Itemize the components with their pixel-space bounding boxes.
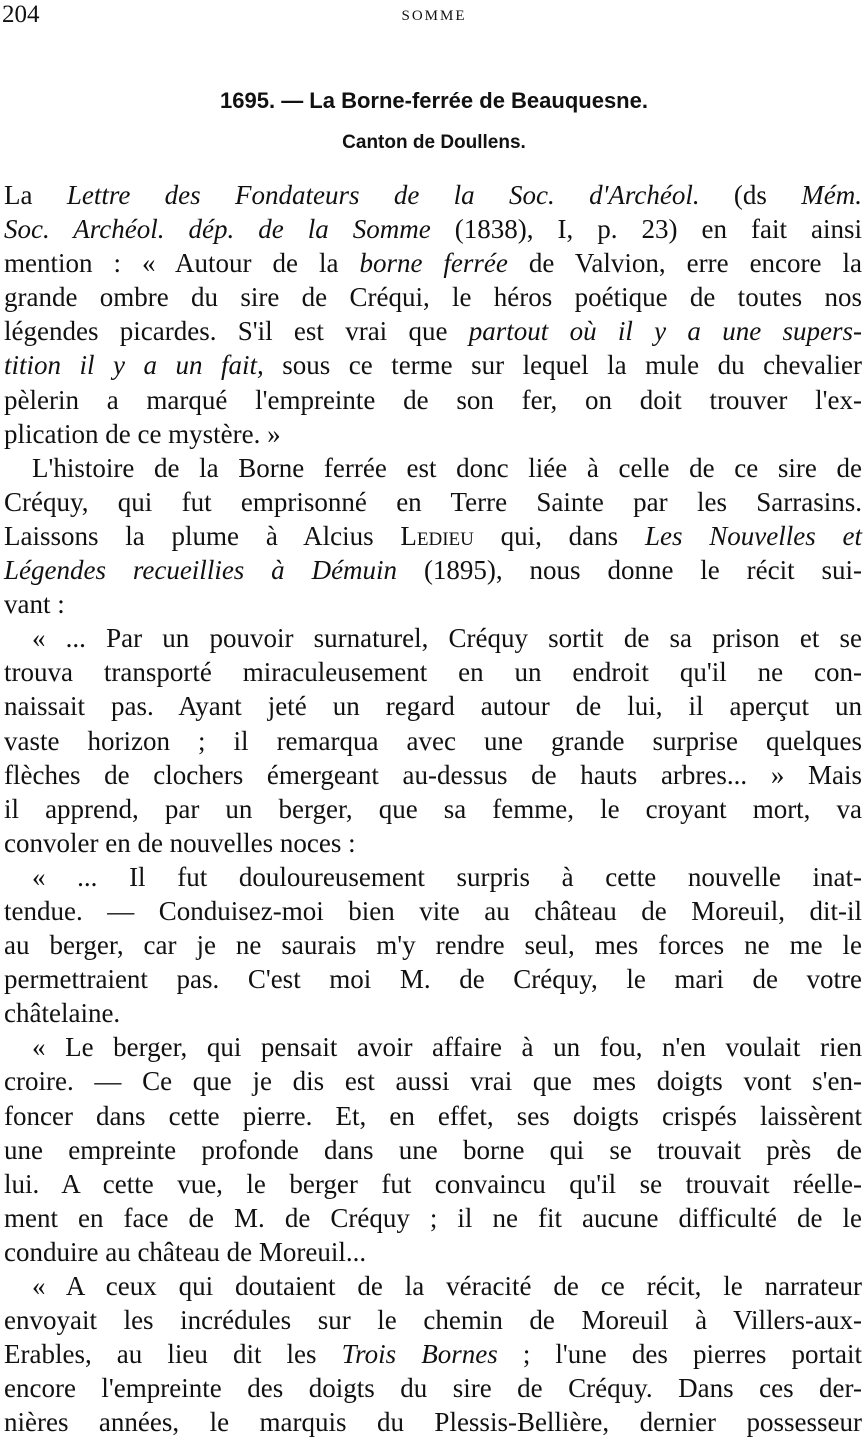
text-line [4,928,862,962]
text-run: « ... Par un pouvoir surnaturel, Créquy sortit de sa prison et se [32,623,862,654]
text-run: « A ceux qui doutaient de la véracité de ce récit, le narrateur [32,1271,862,1301]
text-line [4,280,862,314]
text-line [4,1371,862,1405]
text-run: croire. — Ce que je dis est aussi vrai que mes doigts vont s'en- [4,1066,862,1097]
italic-text: Trois Bornes [341,1339,498,1370]
text-line [4,587,862,621]
text-line [4,1235,862,1269]
text-run: Erables, au lieu dit les [4,1339,342,1370]
section-title: 1695. — La Borne-ferrée de Beauquesne. [220,88,648,113]
text-line [4,417,862,451]
text-run: sous ce terme sur lequel la mule du chevalier [263,350,862,381]
italic-text: partout où il y a une supers- [468,316,863,347]
body-text [4,178,862,1439]
text-run: convoler en de nouvelles noces : [4,827,356,858]
text-run: « Le berger, qui pensait avoir affaire à un fou, n'en voulait rien [32,1032,862,1063]
text-run: nières années, le marquis du Plessis-Bellière, dernier possesseur [4,1407,862,1438]
text-line [4,1099,862,1133]
text-run: La [4,180,67,210]
text-line [4,1405,862,1439]
text-run: ment en face de M. de Créquy ; il ne fit aucune difficulté de le [4,1202,862,1233]
text-run: une empreinte profonde dans une borne qui se trouvait près de [4,1134,862,1165]
text-run: encore l'empreinte des doigts du sire de Créquy. Dans ces der- [4,1373,862,1404]
text-run: foncer dans cette pierre. Et, en effet, ses doigts crispés laissèrent [4,1100,862,1131]
text-run: qui, dans [473,520,645,551]
text-line [4,621,862,655]
text-run: au berger, car je ne saurais m'y rendre seul, mes forces ne me le [4,930,862,961]
text-run: mention : « Autour de la [4,248,360,279]
section-subtitle: Canton de Doullens. [342,132,526,153]
text-line [4,1337,862,1371]
text-run: vant : [4,589,65,620]
italic-text: Légendes recueillies à Démuin [4,555,398,586]
text-line [4,1201,862,1235]
text-run: plication de ce mystère. » [4,418,281,449]
text-run: lui. A cette vue, le berger fut convaincu qu'il se trouvait réelle- [4,1168,862,1199]
italic-text: borne ferrée [359,248,508,279]
text-line [4,1133,862,1167]
text-run: envoyait les incrédules sur le chemin de Moreuil à Villers-aux- [4,1305,862,1336]
text-line [4,1064,862,1098]
text-line [4,962,862,996]
text-run: (1838), I, p. 23) en fait ainsi [430,214,862,245]
text-line [4,314,862,348]
text-run: il apprend, par un berger, que sa femme, le croyant mort, va [4,793,862,824]
text-line [4,1030,862,1064]
text-run: grande ombre du sire de Créqui, le héros poétique de toutes nos [4,282,862,313]
text-run: flèches de clochers émergeant au-dessus de hauts arbres... » Mais [4,759,862,790]
text-run: vaste horizon ; il remarqua avec une grande surprise quelques [4,725,862,756]
text-line [4,178,862,212]
text-run: ; l'une des pierres portait [497,1339,862,1370]
italic-text: Lettre des Fondateurs de la Soc. d'Archéol. [66,180,700,210]
text-line [4,212,862,246]
text-run: (ds [699,180,802,210]
text-run: « ... Il fut douloureusement surpris à cette nouvelle inat- [32,861,862,892]
text-run: L'histoire de la Borne ferrée est donc liée à celle de ce sire de [32,452,862,483]
text-run: Créquy, qui fut emprisonné en Terre Sainte par les Sarrasins. [4,486,862,517]
italic-text: tition il y a un fait, [4,350,264,381]
text-run: trouva transporté miraculeusement en un endroit qu'il ne con- [4,657,862,688]
text-line [4,792,862,826]
text-line [4,894,862,928]
text-line [4,519,862,553]
text-run: de Valvion, erre encore la [507,248,862,279]
text-line [4,485,862,519]
text-line [4,383,862,417]
text-line [4,1269,862,1303]
text-line [4,655,862,689]
text-run: conduire au château de Moreuil... [4,1236,367,1267]
text-run: châtelaine. [4,998,121,1029]
text-run: naissait pas. Ayant jeté un regard autour de lui, il aperçut un [4,691,862,722]
text-line [4,246,862,280]
text-line [4,689,862,723]
text-line [4,553,862,587]
text-run: légendes picardes. S'il est vrai que [4,316,469,347]
text-run: Laissons la plume à Alcius [4,520,401,551]
italic-text: Soc. Archéol. dép. de la Somme [4,214,431,245]
text-line [4,348,862,382]
italic-text: Les Nouvelles et [644,520,862,551]
running-head: SOMME [401,8,467,24]
text-run: permettraient pas. C'est moi M. de Créquy, le mari de votre [4,964,862,995]
page-number: 204 [2,1,40,28]
text-line [4,724,862,758]
small-caps-name: Ledieu [400,520,474,551]
text-line [4,1303,862,1337]
text-run: tendue. — Conduisez-moi bien vite au château de Moreuil, dit-il [4,895,862,926]
text-line [4,996,862,1030]
text-line [4,1167,862,1201]
text-line [4,758,862,792]
text-line [4,451,862,485]
text-run: pèlerin a marqué l'empreinte de son fer, on doit trouver l'ex- [4,384,862,415]
text-line [4,860,862,894]
text-line [4,826,862,860]
italic-text: Mém. [801,180,862,210]
text-run: (1895), nous donne le récit sui- [397,555,863,586]
